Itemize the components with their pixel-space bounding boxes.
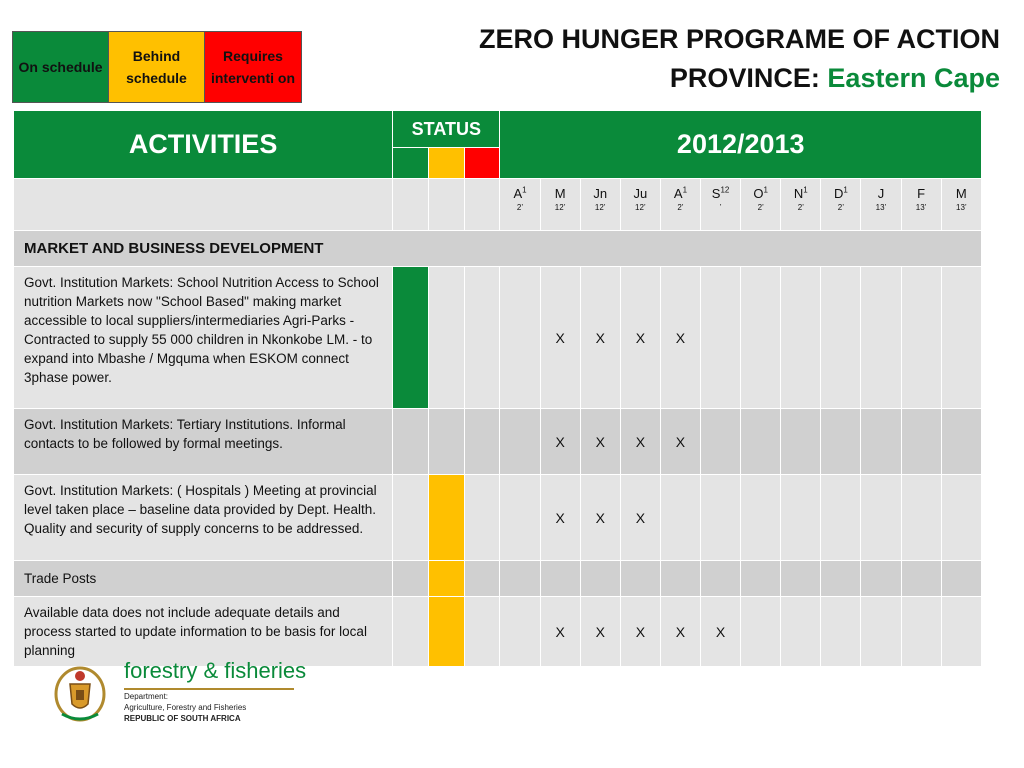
month-mark: X xyxy=(620,267,660,409)
month-header: Ju 12’ xyxy=(620,179,660,231)
activity-description: Trade Posts xyxy=(14,561,393,597)
status-cell-red xyxy=(465,267,500,409)
month-mark xyxy=(500,475,540,561)
month-mark xyxy=(741,475,781,561)
month-mark xyxy=(660,561,700,597)
status-swatch-green xyxy=(393,148,429,179)
month-header: $S^{12}$ ’ xyxy=(701,179,741,231)
activity-row xyxy=(14,267,982,409)
activity-description: Govt. Institution Markets: Tertiary Institutions. Informal contacts to be followed by formal meetings. xyxy=(14,409,393,475)
title-line1: ZERO HUNGER PROGRAME OF ACTION xyxy=(478,24,1000,54)
month-mark xyxy=(741,409,781,475)
department-name-large: forestry & fisheries xyxy=(124,658,307,683)
month-header: $D^1$ 2’ xyxy=(821,179,861,231)
month-mark xyxy=(580,561,620,597)
month-mark: X xyxy=(660,597,700,667)
month-mark xyxy=(500,597,540,667)
activity-description: Govt. Institution Markets: ( Hospitals ) Meeting at provincial level taken place – baseline data provided by Dept. Health. Quality and security of supply concerns to be addressed. xyxy=(14,475,393,561)
month-mark xyxy=(781,561,821,597)
department-label: Department: xyxy=(124,692,169,701)
province-name: Eastern Cape xyxy=(827,63,1000,93)
month-mark: X xyxy=(620,475,660,561)
status-cell-amber xyxy=(429,597,465,667)
month-mark xyxy=(741,267,781,409)
month-mark xyxy=(620,561,660,597)
month-mark xyxy=(781,267,821,409)
title-line2 xyxy=(479,59,1000,98)
month-header: Jn 12’ xyxy=(580,179,620,231)
status-cell-amber xyxy=(429,561,465,597)
status-cell-amber xyxy=(429,409,465,475)
status-cell-amber xyxy=(429,475,465,561)
month-mark: X xyxy=(540,267,580,409)
month-mark xyxy=(941,561,981,597)
activity-description: Govt. Institution Markets: School Nutrition Access to School nutrition Markets now "School Based" making market accessible to local suppliers/intermediaries Agri-Parks - Contracted to supply 55 000 children in Nkonkobe LM. - to expand into Mbashe / Mgquma when ESKOM connect 3phase power. xyxy=(14,267,393,409)
section-row xyxy=(14,231,982,267)
status-cell-green xyxy=(393,267,429,409)
month-mark xyxy=(821,409,861,475)
year-header: 2012/2013 xyxy=(500,111,982,179)
month-mark xyxy=(540,561,580,597)
month-mark: X xyxy=(580,475,620,561)
month-header: M 12’ xyxy=(540,179,580,231)
month-mark xyxy=(821,561,861,597)
status-cell-green xyxy=(393,409,429,475)
header-row xyxy=(14,111,982,148)
month-mark xyxy=(861,597,901,667)
status-cell-red xyxy=(465,475,500,561)
month-mark xyxy=(701,475,741,561)
month-mark xyxy=(861,409,901,475)
month-mark xyxy=(741,597,781,667)
month-mark xyxy=(861,475,901,561)
month-mark xyxy=(821,475,861,561)
coat-of-arms-icon xyxy=(52,664,108,726)
month-header: $O^1$ 2’ xyxy=(741,179,781,231)
month-mark: X xyxy=(701,597,741,667)
month-mark xyxy=(901,267,941,409)
status-swatch-red xyxy=(465,148,500,179)
activity-description: Available data does not include adequate details and process started to update information to be basis for local planning xyxy=(14,597,393,667)
country-name: REPUBLIC OF SOUTH AFRICA xyxy=(124,714,241,723)
month-mark xyxy=(781,597,821,667)
month-mark xyxy=(861,561,901,597)
month-mark xyxy=(660,475,700,561)
status-header: STATUS xyxy=(393,111,500,148)
month-mark xyxy=(741,561,781,597)
month-mark xyxy=(500,561,540,597)
month-mark: X xyxy=(580,597,620,667)
month-mark: X xyxy=(580,409,620,475)
month-mark xyxy=(861,267,901,409)
status-cell-green xyxy=(393,561,429,597)
status-cell-red xyxy=(465,597,500,667)
month-mark xyxy=(821,267,861,409)
month-mark: X xyxy=(620,409,660,475)
month-mark xyxy=(821,597,861,667)
status-cell-amber xyxy=(429,267,465,409)
month-mark xyxy=(901,561,941,597)
status-cell-green xyxy=(393,597,429,667)
month-mark xyxy=(901,475,941,561)
month-mark xyxy=(901,597,941,667)
legend-on-schedule: On schedule xyxy=(13,32,109,102)
status-blank xyxy=(429,179,465,231)
month-header: F 13’ xyxy=(901,179,941,231)
month-mark: X xyxy=(540,409,580,475)
activity-row xyxy=(14,409,982,475)
department-details xyxy=(124,691,246,724)
activities-table xyxy=(13,110,982,667)
month-mark xyxy=(781,409,821,475)
legend-requires-intervention: Requires interventi on xyxy=(205,32,301,102)
status-cell-red xyxy=(465,561,500,597)
months-blank xyxy=(14,179,393,231)
status-swatch-amber xyxy=(429,148,465,179)
month-mark xyxy=(500,409,540,475)
month-mark: X xyxy=(540,597,580,667)
month-mark: X xyxy=(620,597,660,667)
months-row xyxy=(14,179,982,231)
activities-header: ACTIVITIES xyxy=(14,111,393,179)
month-mark: X xyxy=(660,267,700,409)
month-mark xyxy=(701,409,741,475)
month-mark xyxy=(901,409,941,475)
month-header: $A^1$ 2’ xyxy=(500,179,540,231)
month-mark xyxy=(701,267,741,409)
activity-row xyxy=(14,561,982,597)
month-mark xyxy=(701,561,741,597)
month-mark xyxy=(941,475,981,561)
department-full-name: Agriculture, Forestry and Fisheries xyxy=(124,703,247,712)
month-header: $A^1$ 2’ xyxy=(660,179,700,231)
month-mark: X xyxy=(580,267,620,409)
status-cell-green xyxy=(393,475,429,561)
month-mark xyxy=(781,475,821,561)
month-mark: X xyxy=(540,475,580,561)
status-legend xyxy=(12,31,302,103)
month-mark xyxy=(500,267,540,409)
month-mark: X xyxy=(660,409,700,475)
month-mark xyxy=(941,597,981,667)
month-mark xyxy=(941,409,981,475)
status-blank xyxy=(465,179,500,231)
department-logo xyxy=(52,656,312,726)
activity-row xyxy=(14,475,982,561)
page-title xyxy=(479,20,1000,98)
month-header: M 13’ xyxy=(941,179,981,231)
section-title: MARKET AND BUSINESS DEVELOPMENT xyxy=(14,231,982,267)
month-header: $N^1$ 2’ xyxy=(781,179,821,231)
province-label: PROVINCE: xyxy=(669,63,820,93)
status-blank xyxy=(393,179,429,231)
month-mark xyxy=(941,267,981,409)
legend-behind-schedule: Behind schedule xyxy=(109,32,205,102)
department-divider xyxy=(124,688,294,690)
status-cell-red xyxy=(465,409,500,475)
month-header: J 13’ xyxy=(861,179,901,231)
